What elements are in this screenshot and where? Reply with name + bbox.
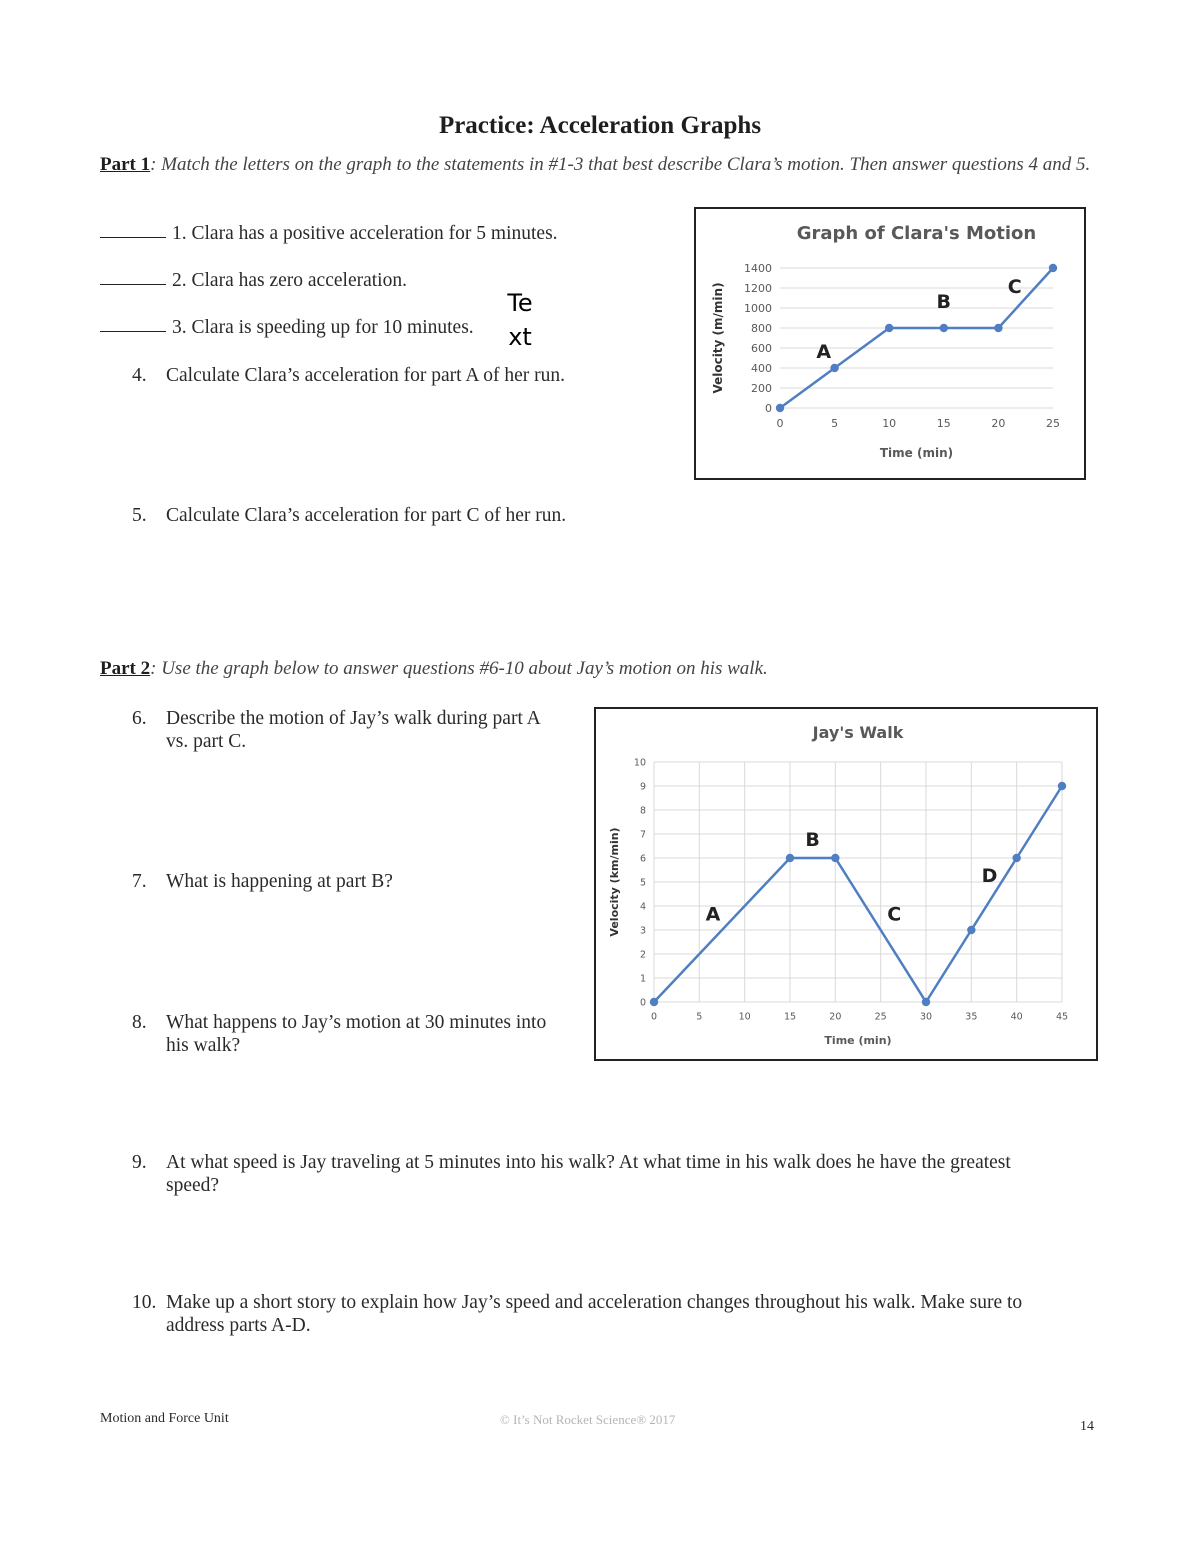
jay-chart-ytick-label: 6: [639, 853, 646, 865]
question-4-text: Calculate Clara’s acceleration for part A of her run.: [166, 365, 566, 386]
footer-unit: Motion and Force Unit: [100, 1411, 229, 1426]
question-9-text: At what speed is Jay traveling at 5 minutes into his walk? At what time in his walk does he have the greatest speed?: [166, 1152, 1011, 1196]
question-6-text: Describe the motion of Jay’s walk during part A vs. part C.: [166, 708, 540, 752]
question-8-text: What happens to Jay’s motion at 30 minutes into his walk?: [166, 1012, 547, 1056]
clara-chart-title: Graph of Clara's Motion: [796, 223, 1037, 244]
jay-chart-data-point: [1012, 854, 1020, 862]
part1-header: [100, 153, 1100, 176]
footer-copyright: © It’s Not Rocket Science® 2017: [500, 1412, 676, 1427]
question-8-number: 8.: [132, 1012, 147, 1033]
clara-chart-annotation: B: [936, 291, 952, 313]
question-10-text: Make up a short story to explain how Jay’s speed and acceleration changes throughout his walk. Make sure to address parts A-D.: [166, 1292, 1023, 1336]
sticky-note-text: Te xt: [507, 289, 533, 351]
jay-chart-data-point: [1058, 782, 1066, 790]
answer-blank-3[interactable]: [100, 331, 166, 332]
jay-chart-data-point: [831, 854, 839, 862]
jay-chart-xtick-label: 15: [783, 1011, 797, 1023]
part2-instructions: : Use the graph below to answer questions #6-10 about Jay’s motion on his walk.: [150, 658, 768, 679]
clara-chart-annotation: C: [1007, 276, 1022, 298]
answer-blank-2[interactable]: [100, 284, 166, 285]
statement-3-text: 3. Clara is speeding up for 10 minutes.: [172, 317, 474, 338]
jay-chart-ytick-label: 7: [639, 829, 646, 841]
clara-chart-data-point: [1049, 264, 1057, 272]
clara-chart-xtick-label: 20: [991, 417, 1006, 430]
jay-chart-yaxis-label: Velocity (km/min): [608, 827, 621, 937]
jay-chart-ytick-label: 10: [633, 757, 646, 769]
question-10: [132, 1291, 1072, 1337]
question-8: [132, 1011, 572, 1057]
part2-label: Part 2: [100, 658, 151, 679]
question-5-number: 5.: [132, 505, 147, 526]
clara-chart-ytick-label: 600: [751, 341, 772, 355]
part1-instructions: : Match the letters on the graph to the statements in #1-3 that best describe Clara’s motion. Then answer questions 4 and 5.: [150, 154, 1091, 175]
part2-header: [100, 657, 1100, 680]
statement-2-text: 2. Clara has zero acceleration.: [172, 270, 407, 291]
clara-chart-xtick-label: 0: [776, 417, 784, 430]
jay-chart-xtick-label: 5: [696, 1011, 703, 1023]
question-5-text: Calculate Clara’s acceleration for part C of her run.: [166, 505, 567, 526]
jay-chart-data-point: [650, 998, 658, 1006]
jay-chart-annotation: D: [981, 865, 998, 887]
jay-chart-svg: [596, 709, 1095, 1058]
jay-chart-xtick-label: 30: [919, 1011, 933, 1023]
jay-chart-ytick-label: 1: [639, 973, 646, 985]
page-number: 14: [1080, 1419, 1094, 1434]
clara-chart-ytick-label: 1200: [744, 281, 772, 295]
jay-chart-annotation: C: [887, 903, 902, 926]
jay-chart-xtick-label: 0: [650, 1011, 658, 1023]
page-title: Practice: Acceleration Graphs: [438, 112, 762, 139]
clara-chart-data-point: [830, 364, 838, 372]
jay-chart-annotation: B: [805, 829, 820, 851]
question-7-text: What is happening at part B?: [166, 871, 393, 892]
clara-chart-data-point: [940, 324, 948, 332]
question-5: [132, 504, 592, 527]
statement-3: [100, 317, 474, 339]
jay-chart: [594, 707, 1098, 1061]
jay-chart-data-point: [967, 926, 975, 934]
jay-chart-xtick-label: 40: [1010, 1011, 1023, 1023]
statement-1-text: 1. Clara has a positive acceleration for 5 minutes.: [172, 223, 558, 244]
clara-chart-xtick-label: 10: [882, 417, 897, 430]
jay-chart-xtick-label: 35: [965, 1011, 978, 1023]
question-7: [132, 870, 572, 893]
jay-chart-data-point: [786, 854, 794, 862]
clara-chart-xtick-label: 5: [831, 417, 839, 430]
clara-chart-yaxis-label: Velocity (m/min): [711, 282, 725, 394]
clara-chart-svg: [696, 209, 1083, 477]
clara-chart-ytick-label: 1400: [744, 261, 772, 275]
jay-chart-ytick-label: 4: [639, 901, 646, 913]
jay-chart-series-line: [654, 786, 1062, 1002]
question-9: [132, 1151, 1072, 1197]
jay-chart-xtick-label: 45: [1055, 1011, 1069, 1023]
question-10-number: 10.: [132, 1292, 157, 1313]
clara-chart-xtick-label: 15: [936, 417, 951, 430]
clara-chart-ytick-label: 800: [751, 321, 772, 335]
answer-blank-1[interactable]: [100, 237, 166, 238]
statement-1: [100, 223, 558, 245]
clara-chart: [694, 207, 1086, 480]
clara-chart-data-point: [776, 404, 784, 412]
clara-chart-data-point: [994, 324, 1002, 332]
clara-chart-data-point: [885, 324, 893, 332]
question-6-number: 6.: [132, 708, 147, 729]
jay-chart-xaxis-label: Time (min): [824, 1034, 892, 1047]
jay-chart-data-point: [922, 998, 930, 1006]
jay-chart-title: Jay's Walk: [812, 723, 904, 742]
question-9-number: 9.: [132, 1152, 147, 1173]
statement-2: [100, 270, 407, 292]
clara-chart-xaxis-label: Time (min): [879, 446, 954, 460]
jay-chart-ytick-label: 0: [639, 997, 646, 1009]
jay-chart-ytick-label: 3: [639, 925, 646, 937]
question-6: [132, 707, 572, 753]
question-4: [132, 364, 592, 387]
question-7-number: 7.: [132, 871, 147, 892]
jay-chart-xtick-label: 10: [738, 1011, 751, 1023]
jay-chart-ytick-label: 5: [639, 877, 646, 889]
jay-chart-ytick-label: 2: [639, 949, 646, 961]
clara-chart-ytick-label: 200: [751, 381, 772, 395]
question-4-number: 4.: [132, 365, 147, 386]
clara-chart-xtick-label: 25: [1046, 417, 1060, 430]
jay-chart-ytick-label: 8: [639, 805, 646, 817]
clara-chart-ytick-label: 0: [765, 401, 772, 415]
clara-chart-ytick-label: 1000: [744, 301, 772, 315]
part1-label: Part 1: [100, 154, 151, 175]
clara-chart-annotation: A: [816, 341, 832, 363]
jay-chart-annotation: A: [705, 903, 721, 926]
clara-chart-ytick-label: 400: [751, 361, 772, 375]
jay-chart-xtick-label: 20: [829, 1011, 842, 1023]
jay-chart-ytick-label: 9: [639, 781, 646, 793]
jay-chart-xtick-label: 25: [874, 1011, 887, 1023]
